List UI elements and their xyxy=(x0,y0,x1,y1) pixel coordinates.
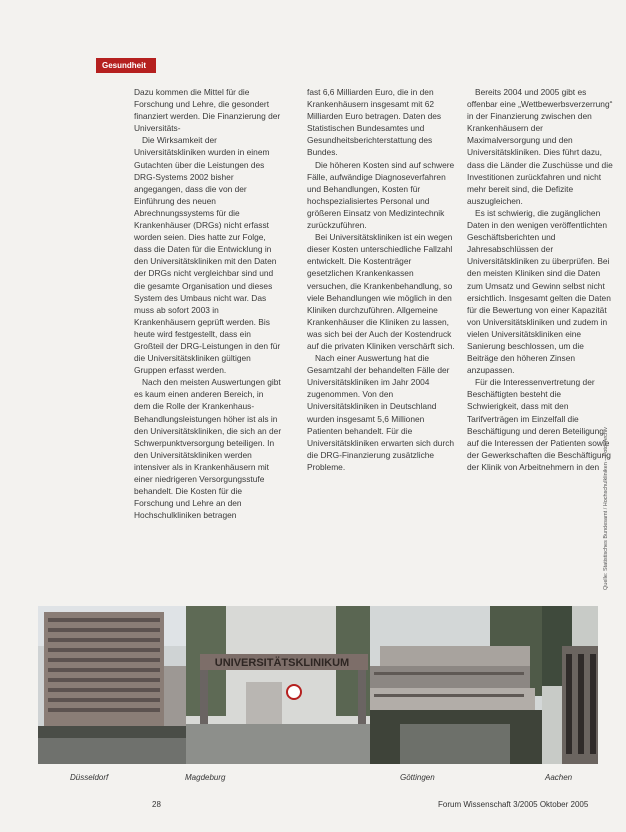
paragraph: Nach einer Auswertung hat die Gesamtzahl der behandelten Fälle der Universitätskliniken im Jahr 2004 zugenommen. Von den Universitätskliniken in Deutschland wurden insgesamt 5,6 Millionen Patienten behandelt. Für die Universitätskliniken erwarten sich durch die DRG-Finanzierung zusätzliche Probleme. xyxy=(307,353,455,472)
caption-magdeburg: Magdeburg xyxy=(185,773,226,782)
text-column-3 xyxy=(467,86,615,473)
photo-credit-vertical: Quelle: Statistisches Bundesamt / Hochschulkliniken – Foto: Archiv xyxy=(603,427,609,590)
paragraph: Die höheren Kosten sind auf schwere Fälle, aufwändige Diagnoseverfahren und Behandlungen, Kosten für hochspezialisiertes Personal und größeren Einsatz von Medizintechnik zurückzuführen. xyxy=(307,159,455,231)
paragraph: Bereits 2004 und 2005 gibt es offenbar eine „Wettbewerbsverzerrung“ in der Finanzierung zwischen den Krankenhäusern der Maximalversorgung und den Universitätskliniken. Dies führt dazu, dass die Länder die Zuschüsse und die Investitionen zurückfahren und nicht mehr bereit sind, die Defizite auszugleichen. xyxy=(467,87,613,206)
paragraph: Die Wirksamkeit der Universitätskliniken wurden in einem Gutachten über die Leistungen des DRG-Systems 2002 bisher angegangen, dass die von der Einführung des neuen Abrechnungssystems für die Krankenhäuser (DRGs) nicht erfasst worden seien. Dies hatte zur Folge, dass die Daten für die Entwicklung in den Universitätskliniken mit den Daten der DRGs nicht vergleichbar sind und die gesamte Organisation und dieses System des Umbaus nicht war. Das muss ab sofort 2003 in Krankenhäusern geprüft werden. Bis heute wird festgestellt, dass ein Großteil der DRG-Leistungen in den für die Universitätskliniken gültigen Gruppen erfasst werden. xyxy=(134,135,281,376)
journal-footer: Forum Wissenschaft 3/2005 Oktober 2005 xyxy=(438,800,589,809)
caption-goettingen: Göttingen xyxy=(400,773,435,782)
photo-goettingen xyxy=(370,606,542,764)
text-column-2 xyxy=(307,86,455,473)
paragraph: Dazu kommen die Mittel für die Forschung und Lehre, die gesondert finanziert werden. Die Finanzierung der Universitäts- xyxy=(134,87,281,134)
paragraph: Es ist schwierig, die zugänglichen Daten in den wenigen veröffentlichten Geschäftsberichten und Jahresabschlüssen der Universitätskliniken zu überprüfen. Bei den meisten Kliniken sind die Daten zum Umsatz und Gewinn selbst nicht ersichtlich. Insgesamt gelten die Daten für die Bewertung von einer Kapazität von Universitätskliniken und zudem in vielen Universitätskliniken eine Sanierung beschlossen, um die Beiträge den höheren Zinsen anzupassen. xyxy=(467,207,611,376)
photo-magdeburg xyxy=(186,606,370,764)
caption-duesseldorf: Düsseldorf xyxy=(70,773,109,782)
photo-strip xyxy=(38,606,598,764)
paragraph: Für die Interessenvertretung der Beschäftigten besteht die Schwierigkeit, dass mit den Tarifverträgen im Einzelfall die Beschäftigung und deren Beteiligung auf die Interessen der Patienten sowie der Gewerkschaften die Beschäftigung der Klinik von Arbeitnehmern in den xyxy=(467,377,611,472)
text-column-1 xyxy=(134,86,282,521)
paragraph: fast 6,6 Milliarden Euro, die in den Krankenhäusern insgesamt mit 62 Milliarden Euro betragen. Daten des Statistischen Bundesamtes und Gesundheitsberichterstattung des Bundes. xyxy=(307,87,442,158)
gate-sign-text: UNIVERSITÄTSKLINIKUM xyxy=(214,657,350,669)
caption-aachen: Aachen xyxy=(545,773,573,782)
photo-duesseldorf xyxy=(38,606,190,764)
paragraph: Nach den meisten Auswertungen gibt es kaum einen anderen Bereich, in dem die Rolle der Krankenhaus-Behandlungsleistungen höher ist als in den Universitätskliniken, die sich an der Schwerpunktversorgung beteiligen. In den Universitätskliniken werden intensiver als in Krankenhäusern mit einer niedrigeren Versorgungsstufe behandelt. Die Kosten für die Forschung und Lehre an den Hochschulkliniken betragen xyxy=(134,377,282,521)
paragraph: Bei Universitätskliniken ist ein wegen dieser Kosten unterschiedliche Fallzahl entwickelt. Die Kostenträger gesetzlichen Krankenkassen versuchen, die Krankenbehandlung, so viele Behandlungen wie möglich in den Kliniken durchzuführen. Allgemeine Krankenhäuser die Kliniken zu lassen, was sich bei der Auch der Kostendruck auf die privaten Kliniken verschärft sich. xyxy=(307,232,455,351)
photo-aachen xyxy=(542,606,598,764)
page-number: 28 xyxy=(152,800,161,809)
section-rubric: Gesundheit xyxy=(96,58,156,73)
